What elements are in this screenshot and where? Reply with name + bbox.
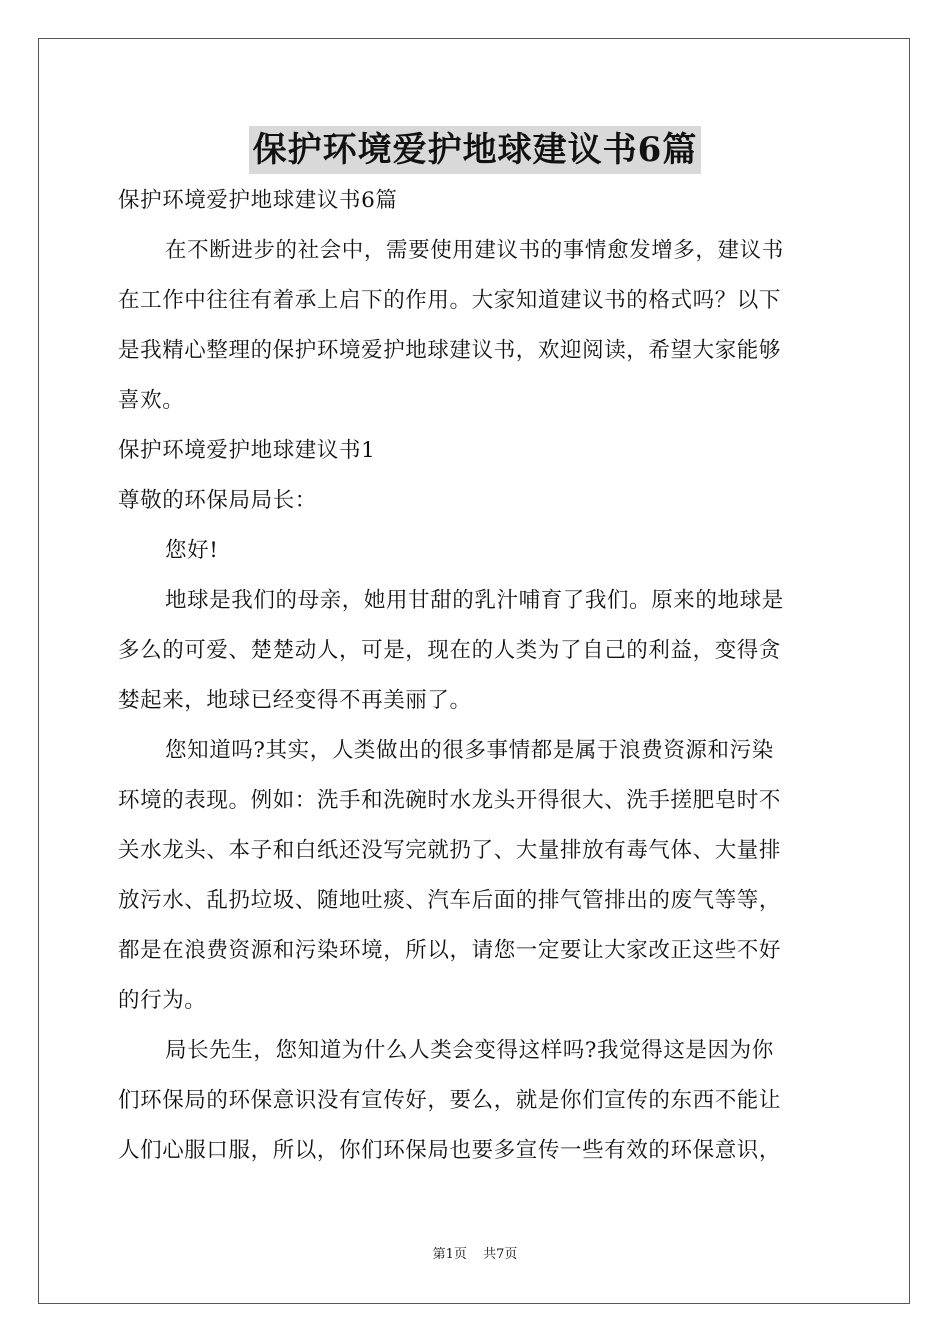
salutation: 尊敬的环保局局长： [118,488,317,513]
paragraph-line: 是我精心整理的保护环境爱护地球建议书，欢迎阅读，希望大家能够 [118,338,782,363]
paragraph-line: 婪起来，地球已经变得不再美丽了。 [118,688,472,713]
document-title: 保护环境爱护地球建议书6篇 [249,126,702,174]
subtitle-line: 保护环境爱护地球建议书6篇 [118,188,398,213]
paragraph-line: 的行为。 [118,988,207,1013]
paragraph-line: 环境的表现。例如：洗手和洗碗时水龙头开得很大、洗手搓肥皂时不 [118,788,782,813]
paragraph-line: 局长先生，您知道为什么人类会变得这样吗?我觉得这是因为你 [165,1038,774,1063]
paragraph-line: 喜欢。 [118,388,185,413]
paragraph-line: 在不断进步的社会中，需要使用建议书的事情愈发增多，建议书 [165,238,784,263]
page-number: 第1页 [432,1247,467,1262]
paragraph-line: 都是在浪费资源和污染环境，所以，请您一定要让大家改正这些不好 [118,938,782,963]
title-area [0,126,950,174]
paragraph-line: 多么的可爱、楚楚动人，可是，现在的人类为了自己的利益，变得贪 [118,638,782,663]
paragraph-line: 地球是我们的母亲，她用甘甜的乳汁哺育了我们。原来的地球是 [165,588,784,613]
total-pages: 共7页 [483,1247,518,1262]
page-footer [0,1246,950,1264]
paragraph-line: 关水龙头、本子和白纸还没写完就扔了、大量排放有毒气体、大量排 [118,838,782,863]
document-body [118,176,834,1176]
greeting: 您好! [165,538,219,563]
paragraph-line: 放污水、乱扔垃圾、随地吐痰、汽车后面的排气管排出的废气等等， [118,888,782,913]
section-heading: 保护环境爱护地球建议书1 [118,438,376,463]
paragraph-line: 您知道吗?其实，人类做出的很多事情都是属于浪费资源和污染 [165,738,774,763]
paragraph-line: 们环保局的环保意识没有宣传好，要么，就是你们宣传的东西不能让 [118,1088,782,1113]
paragraph-line: 人们心服口服，所以，你们环保局也要多宣传一些有效的环保意识， [118,1138,782,1163]
paragraph-line: 在工作中往往有着承上启下的作用。大家知道建议书的格式吗？以下 [118,288,782,313]
